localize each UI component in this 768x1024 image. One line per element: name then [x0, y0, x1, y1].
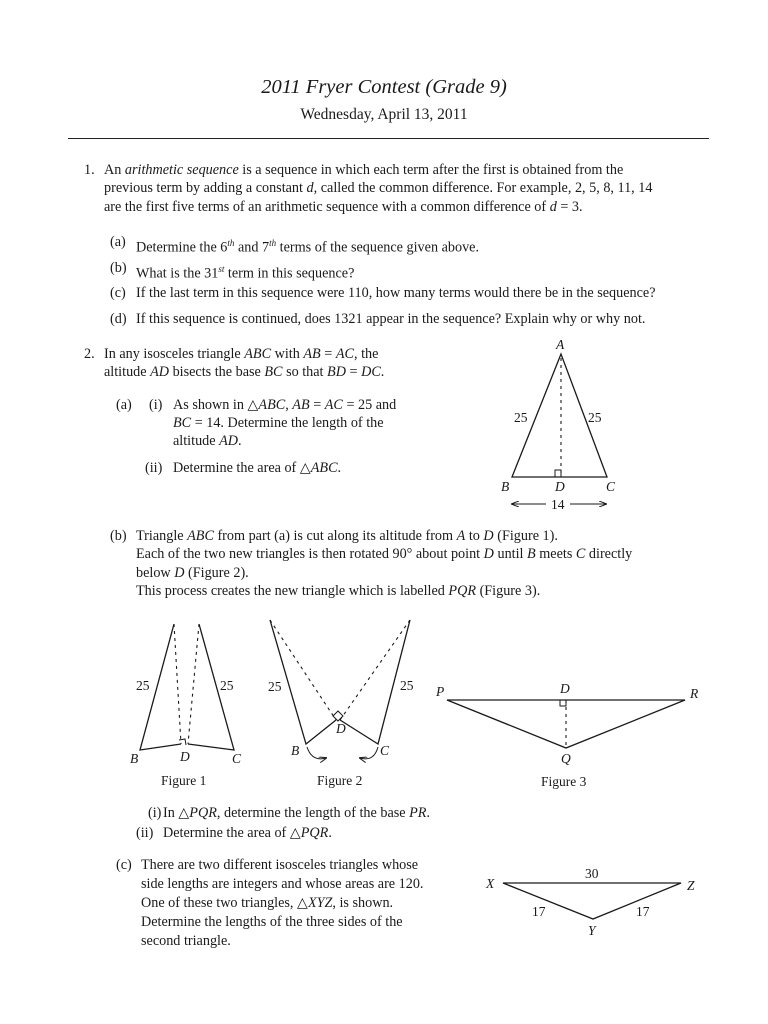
q1b-label: (b) — [110, 260, 127, 276]
q2b-line-3: below D (Figure 2). — [136, 565, 249, 581]
q1b-text: What is the 31st term in this sequence? — [136, 264, 355, 282]
q2bii-label: (ii) — [136, 825, 154, 841]
q2c-line-4: Determine the lengths of the three sides of the — [141, 914, 403, 930]
q1c-label: (c) — [110, 285, 126, 301]
q1d-text: If this sequence is continued, does 1321 appear in the sequence? Explain why or why not. — [136, 311, 646, 327]
fig2-right-label: 25 — [400, 678, 414, 693]
q2c-line-3: One of these two triangles, △XYZ, is shown. — [141, 895, 394, 911]
fig2-right-cut — [340, 620, 410, 720]
q1-intro-line-3: are the first five terms of an arithmetic sequence with a common difference of d = 3. — [104, 199, 583, 215]
vertex-c-label: C — [606, 479, 616, 494]
q1-number: 1. — [84, 162, 95, 178]
page-title: 2011 Fryer Contest (Grade 9) — [261, 76, 507, 98]
q2-number: 2. — [84, 346, 95, 362]
vertex-y-label: Y — [588, 923, 596, 938]
fig2-rotate-arrow-left — [307, 747, 326, 759]
vertex-b-label: B — [501, 479, 510, 494]
fig2-c-label: C — [380, 743, 390, 758]
figure-1 — [130, 624, 242, 788]
q1a-label: (a) — [110, 234, 126, 250]
q2-intro-line-2: altitude AD bisects the base BC so that BD = DC. — [104, 364, 385, 380]
fig2-right-angle-marker — [333, 711, 343, 721]
q2bii-text: Determine the area of △PQR. — [163, 825, 332, 841]
vertex-a-label: A — [556, 337, 565, 352]
q2bi-label: (i) — [148, 805, 162, 821]
fig3-d-label: D — [560, 681, 570, 696]
side-xy-label: 17 — [532, 904, 546, 919]
q2c-line-2: side lengths are integers and whose areas are 120. — [141, 876, 424, 892]
q1d-label: (d) — [110, 311, 127, 327]
q2c-label: (c) — [116, 857, 132, 873]
q2ai-label: (i) — [149, 397, 163, 413]
side-ac-label: 25 — [588, 410, 602, 425]
q2c-line-1: There are two different isosceles triangles whose — [141, 857, 419, 873]
q1-intro-line-2: previous term by adding a constant d, called the common difference. For example, 2, 5, 8, 11, 14 — [104, 180, 653, 196]
contest-date: Wednesday, April 13, 2011 — [300, 106, 468, 123]
fig1-left-label: 25 — [136, 678, 150, 693]
q1-intro-line-1: An arithmetic sequence is a sequence in which each term after the first is obtained from the — [104, 162, 624, 178]
right-angle-marker — [555, 470, 561, 477]
fig2-caption: Figure 2 — [317, 773, 363, 788]
side-yz-label: 17 — [636, 904, 650, 919]
q2aii-text: Determine the area of △ABC. — [173, 460, 342, 476]
figure-3 — [435, 681, 699, 789]
fig2-left-label: 25 — [268, 679, 282, 694]
fig1-d-label: D — [180, 749, 190, 764]
fig3-q-label: Q — [561, 751, 571, 766]
fig1-right-label: 25 — [220, 678, 234, 693]
q2b-line-4: This process creates the new triangle which is labelled PQR (Figure 3). — [136, 583, 541, 599]
q2-intro-line-1: In any isosceles triangle ABC with AB = AC, the — [104, 346, 379, 362]
fig2-b-label: B — [291, 743, 300, 758]
q2ai-line-1: As shown in △ABC, AB = AC = 25 and — [173, 397, 397, 413]
q2b-line-2: Each of the two new triangles is then rotated 90° about point D until B meets C directly — [136, 546, 633, 562]
triangle-xyz-figure — [485, 866, 695, 938]
fig1-left-cut — [174, 624, 181, 744]
fig1-caption: Figure 1 — [161, 773, 207, 788]
triangle-xyz — [503, 883, 681, 919]
q2ai-line-3: altitude AD. — [173, 433, 242, 449]
fig1-right-cut — [188, 624, 199, 744]
fig2-rotate-arrow-right — [360, 747, 378, 759]
vertex-d-label: D — [555, 479, 565, 494]
fig3-caption: Figure 3 — [541, 774, 587, 789]
side-ab-label: 25 — [514, 410, 528, 425]
q2c-line-5: second triangle. — [141, 933, 231, 949]
fig1-c-label: C — [232, 751, 242, 766]
q1c-text: If the last term in this sequence were 110, how many terms would there be in the sequence? — [136, 285, 656, 301]
q2ai-line-2: BC = 14. Determine the length of the — [173, 415, 384, 431]
q2a-label: (a) — [116, 397, 132, 413]
base-bc-label: 14 — [551, 497, 565, 512]
figure-2 — [268, 620, 414, 788]
q2aii-label: (ii) — [145, 460, 163, 476]
fig3-r-label: R — [690, 686, 699, 701]
vertex-x-label: X — [486, 876, 495, 891]
side-xz-label: 30 — [585, 866, 599, 881]
q1a-text: Determine the 6th and 7th terms of the sequence given above. — [136, 238, 480, 256]
fig2-d-label: D — [336, 721, 346, 736]
q2b-line-1: Triangle ABC from part (a) is cut along its altitude from A to D (Figure 1). — [136, 528, 558, 544]
triangle-abc-figure — [501, 337, 616, 512]
q2bi-text: In △PQR, determine the length of the base PR. — [163, 805, 431, 821]
vertex-z-label: Z — [687, 878, 695, 893]
fig2-left-cut — [270, 620, 336, 720]
q2b-label: (b) — [110, 528, 127, 544]
fig1-b-label: B — [130, 751, 139, 766]
fig3-p-label: P — [436, 684, 445, 699]
fig3-right-angle-marker — [560, 700, 566, 706]
